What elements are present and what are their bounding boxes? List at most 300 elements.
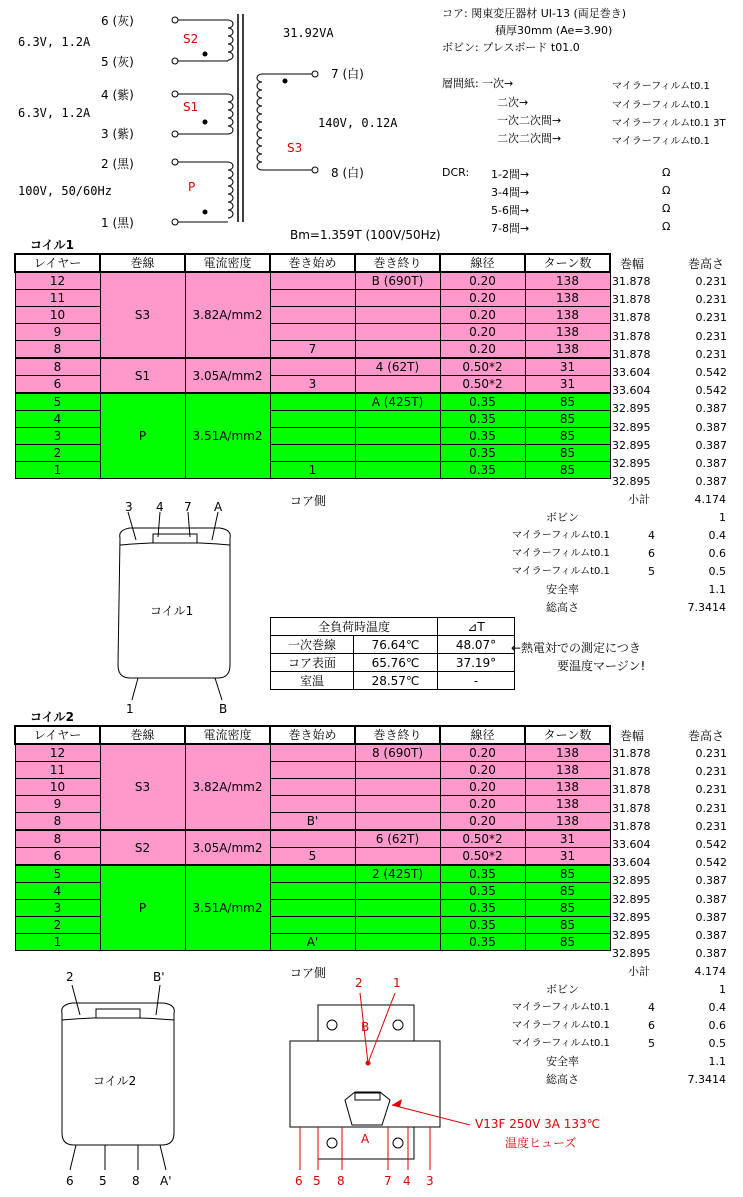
coil1-pin-label: A bbox=[214, 500, 223, 514]
coil2-pin-label: 2 bbox=[66, 970, 74, 984]
temp-note: 要温度マージン! bbox=[557, 659, 646, 673]
height-value: 0.231 bbox=[695, 329, 727, 343]
layer-cell: 4 bbox=[15, 883, 100, 900]
header-cell: 線径 bbox=[440, 254, 525, 272]
end-cell: 8 (690T) bbox=[355, 744, 440, 762]
coil1-pin-label: 4 bbox=[156, 500, 164, 514]
flux-density: Bm=1.359T (100V/50Hz) bbox=[290, 228, 441, 242]
start-cell: A' bbox=[270, 934, 355, 951]
coil2-pin-label: B' bbox=[153, 970, 165, 984]
turns-cell: 85 bbox=[525, 393, 610, 411]
header-cell: 巻き終り bbox=[355, 254, 440, 272]
winding-cell: S3 bbox=[100, 744, 185, 830]
layer-cell: 6 bbox=[15, 848, 100, 866]
header-cell: 巻き終り bbox=[355, 726, 440, 744]
layer-cell: 5 bbox=[15, 865, 100, 883]
coil2-pin-label: 8 bbox=[132, 1174, 140, 1188]
summary-row bbox=[510, 981, 730, 999]
summary-row bbox=[510, 599, 730, 617]
height-value: 0.231 bbox=[695, 311, 727, 325]
delta-value: 48.07° bbox=[438, 636, 515, 654]
layer-cell: 3 bbox=[15, 428, 100, 445]
width-value: 32.895 bbox=[612, 929, 651, 942]
wire-cell: 0.20 bbox=[440, 324, 525, 341]
layer-cell: 1 bbox=[15, 462, 100, 479]
width-value: 33.604 bbox=[612, 838, 651, 851]
end-cell bbox=[355, 917, 440, 934]
summary-row bbox=[510, 1017, 730, 1035]
end-cell bbox=[355, 813, 440, 831]
interlayer-label: 層間紙: bbox=[442, 77, 479, 90]
table-row bbox=[15, 393, 610, 411]
width-value: 31.878 bbox=[612, 783, 651, 797]
turns-cell: 85 bbox=[525, 883, 610, 900]
height-value: 0.542 bbox=[695, 856, 727, 870]
width-value: 33.604 bbox=[612, 384, 651, 398]
pin-1-label: 1 (黒) bbox=[101, 216, 134, 230]
width-value: 31.878 bbox=[612, 801, 651, 815]
summary-count: 6 bbox=[648, 1019, 655, 1032]
summary-value: 0.5 bbox=[708, 565, 726, 578]
start-cell bbox=[270, 272, 355, 290]
wire-cell: 0.35 bbox=[440, 934, 525, 951]
winding-cell: P bbox=[100, 865, 185, 951]
coil1-title: コイル1 bbox=[30, 238, 74, 252]
winding-s1-label: S1 bbox=[183, 100, 199, 114]
start-cell bbox=[270, 744, 355, 762]
fuse-spec: V13F 250V 3A 133℃ bbox=[475, 1117, 601, 1131]
width-value: 32.895 bbox=[612, 457, 651, 470]
end-cell: 6 (62T) bbox=[355, 830, 440, 848]
table-header-row bbox=[15, 254, 610, 272]
density-cell: 3.82A/mm2 bbox=[185, 744, 270, 830]
turns-cell: 138 bbox=[525, 744, 610, 762]
wire-cell: 0.50*2 bbox=[440, 848, 525, 866]
end-cell bbox=[355, 934, 440, 951]
wire-cell: 0.35 bbox=[440, 865, 525, 883]
header-cell: 巻線 bbox=[100, 726, 185, 744]
layer-cell: 8 bbox=[15, 341, 100, 359]
winding-s3-label: S3 bbox=[287, 141, 303, 155]
dcr-label: DCR: bbox=[442, 166, 470, 179]
end-cell bbox=[355, 428, 440, 445]
wire-cell: 0.50*2 bbox=[440, 358, 525, 376]
summary-row bbox=[510, 509, 730, 527]
summary-row bbox=[510, 999, 730, 1017]
width-value: 31.878 bbox=[612, 819, 651, 833]
end-cell bbox=[355, 848, 440, 866]
summary-label: 総高さ bbox=[546, 601, 579, 614]
height-value: 0.387 bbox=[695, 892, 727, 906]
layer-cell: 8 bbox=[15, 813, 100, 831]
summary-label: 安全率 bbox=[546, 1055, 579, 1068]
delta-header: ⊿T bbox=[438, 618, 515, 636]
p-rating: 100V, 50/60Hz bbox=[18, 184, 112, 198]
summary-row bbox=[510, 963, 730, 981]
height-value: 0.387 bbox=[695, 420, 727, 434]
start-cell bbox=[270, 290, 355, 307]
start-cell: 7 bbox=[270, 341, 355, 359]
width-value: 31.878 bbox=[612, 329, 651, 343]
layer-cell: 8 bbox=[15, 830, 100, 848]
pin-2-label: 2 (黒) bbox=[101, 157, 134, 171]
start-cell bbox=[270, 324, 355, 341]
summary-row bbox=[510, 581, 730, 599]
interlayer-key: 一次→ bbox=[482, 77, 514, 90]
width-value: 33.604 bbox=[612, 366, 651, 379]
end-cell bbox=[355, 762, 440, 779]
s2-rating: 6.3V, 1.2A bbox=[18, 35, 91, 49]
turns-cell: 138 bbox=[525, 762, 610, 779]
end-cell bbox=[355, 445, 440, 462]
end-cell bbox=[355, 462, 440, 479]
summary-row bbox=[510, 1053, 730, 1071]
core-spec: コア: 関東変圧器材 UI-13 (両足巻き) bbox=[442, 7, 627, 20]
turns-cell: 138 bbox=[525, 307, 610, 324]
layer-cell: 1 bbox=[15, 934, 100, 951]
summary-row bbox=[510, 563, 730, 581]
wire-cell: 0.35 bbox=[440, 883, 525, 900]
dcr-value: Ω bbox=[662, 220, 671, 233]
coil1-drawing-label: コイル1 bbox=[150, 604, 194, 618]
wire-cell: 0.35 bbox=[440, 393, 525, 411]
density-cell: 3.51A/mm2 bbox=[185, 393, 270, 479]
turns-cell: 85 bbox=[525, 445, 610, 462]
summary-label: 小計 bbox=[628, 493, 650, 506]
coil2-pin-label: A' bbox=[160, 1174, 172, 1188]
temp-header: 全負荷時温度 bbox=[271, 618, 438, 636]
height-value: 0.231 bbox=[695, 819, 727, 833]
width-value: 31.878 bbox=[612, 765, 651, 779]
summary-block bbox=[510, 963, 730, 1089]
start-cell bbox=[270, 393, 355, 411]
temp-label: 一次巻線 bbox=[271, 636, 354, 654]
temp-value: 65.76℃ bbox=[354, 654, 438, 672]
width-value: 31.878 bbox=[612, 275, 651, 288]
start-cell: 1 bbox=[270, 462, 355, 479]
va-rating: 31.92VA bbox=[283, 26, 334, 40]
s3-rating: 140V, 0.12A bbox=[318, 116, 398, 130]
turns-cell: 85 bbox=[525, 900, 610, 917]
layer-cell: 4 bbox=[15, 411, 100, 428]
end-cell bbox=[355, 883, 440, 900]
turns-cell: 138 bbox=[525, 290, 610, 307]
wire-cell: 0.20 bbox=[440, 290, 525, 307]
summary-value: 0.6 bbox=[708, 1019, 726, 1032]
assembly-label-b: B bbox=[361, 1020, 370, 1034]
s1-rating: 6.3V, 1.2A bbox=[18, 106, 91, 120]
summary-row bbox=[510, 491, 730, 509]
assembly-pin-label: 1 bbox=[393, 976, 401, 990]
summary-count: 5 bbox=[648, 565, 655, 578]
pin-7-label: 7 (白) bbox=[331, 67, 364, 81]
summary-row bbox=[510, 545, 730, 563]
table-row bbox=[271, 672, 515, 690]
start-cell bbox=[270, 428, 355, 445]
summary-label: マイラーフィルムt0.1 bbox=[512, 530, 610, 541]
coil2-drawing-label: コイル2 bbox=[93, 1074, 137, 1088]
height-value: 0.231 bbox=[695, 293, 727, 307]
summary-value: 0.6 bbox=[708, 547, 726, 560]
end-cell bbox=[355, 307, 440, 324]
interlayer-key: 二次二次間→ bbox=[497, 132, 562, 145]
summary-label: 小計 bbox=[628, 965, 650, 978]
turns-cell: 31 bbox=[525, 830, 610, 848]
width-value: 32.895 bbox=[612, 910, 651, 924]
temp-value: 76.64℃ bbox=[354, 636, 438, 654]
layer-cell: 9 bbox=[15, 796, 100, 813]
wire-cell: 0.35 bbox=[440, 411, 525, 428]
height-value: 0.542 bbox=[695, 366, 727, 379]
summary-label: マイラーフィルムt0.1 bbox=[512, 566, 610, 577]
height-value: 0.231 bbox=[695, 783, 727, 797]
assembly-pin-label: 5 bbox=[313, 1174, 321, 1188]
winding-cell: S2 bbox=[100, 830, 185, 865]
density-cell: 3.05A/mm2 bbox=[185, 830, 270, 865]
layer-cell: 12 bbox=[15, 744, 100, 762]
end-cell: 4 (62T) bbox=[355, 358, 440, 376]
assembly-pin-label: 7 bbox=[384, 1174, 392, 1188]
header-cell: 巻き始め bbox=[270, 254, 355, 272]
end-cell bbox=[355, 376, 440, 394]
dcr-key: 1-2間→ bbox=[491, 168, 530, 181]
turns-cell: 138 bbox=[525, 779, 610, 796]
summary-label: マイラーフィルムt0.1 bbox=[512, 1020, 610, 1031]
start-cell bbox=[270, 762, 355, 779]
end-cell bbox=[355, 411, 440, 428]
turns-cell: 85 bbox=[525, 934, 610, 951]
start-cell bbox=[270, 307, 355, 324]
layer-cell: 11 bbox=[15, 762, 100, 779]
table-row bbox=[15, 865, 610, 883]
stack-spec: 積厚30mm (Ae=3.90) bbox=[495, 24, 613, 37]
layer-cell: 6 bbox=[15, 376, 100, 394]
turns-cell: 138 bbox=[525, 324, 610, 341]
fuse-label: 温度ヒューズ bbox=[505, 1136, 577, 1150]
width-value: 31.878 bbox=[612, 311, 651, 325]
height-value: 0.542 bbox=[695, 384, 727, 398]
height-value: 0.542 bbox=[695, 838, 727, 851]
end-cell: B (690T) bbox=[355, 272, 440, 290]
width-value: 33.604 bbox=[612, 856, 651, 870]
end-cell bbox=[355, 900, 440, 917]
assembly-drawing bbox=[280, 975, 470, 1175]
width-value: 32.895 bbox=[612, 420, 651, 434]
end-cell bbox=[355, 796, 440, 813]
height-value: 0.231 bbox=[695, 347, 727, 361]
summary-label: ボビン bbox=[546, 983, 579, 996]
summary-value: 1 bbox=[719, 983, 726, 996]
wire-cell: 0.35 bbox=[440, 917, 525, 934]
start-cell bbox=[270, 830, 355, 848]
winding-s2-label: S2 bbox=[183, 32, 199, 46]
interlayer-value: マイラーフィルムt0.1 bbox=[612, 136, 710, 147]
summary-value: 0.4 bbox=[708, 1001, 726, 1014]
temp-label: コア表面 bbox=[271, 654, 354, 672]
layer-cell: 3 bbox=[15, 900, 100, 917]
wire-cell: 0.20 bbox=[440, 779, 525, 796]
table-row bbox=[15, 358, 610, 376]
table-row bbox=[271, 636, 515, 654]
delta-value: - bbox=[438, 672, 515, 690]
layer-cell: 12 bbox=[15, 272, 100, 290]
start-cell bbox=[270, 796, 355, 813]
turns-cell: 31 bbox=[525, 376, 610, 394]
turns-cell: 85 bbox=[525, 462, 610, 479]
width-value: 32.895 bbox=[612, 475, 651, 489]
turns-cell: 31 bbox=[525, 358, 610, 376]
summary-label: 安全率 bbox=[546, 583, 579, 596]
height-value: 0.387 bbox=[695, 457, 727, 470]
summary-count: 5 bbox=[648, 1037, 655, 1050]
start-cell: 3 bbox=[270, 376, 355, 394]
coil1-pin-label: 3 bbox=[125, 500, 133, 514]
height-value: 0.387 bbox=[695, 874, 727, 888]
summary-row bbox=[510, 1071, 730, 1089]
header-cell: レイヤー bbox=[15, 726, 100, 744]
summary-value: 7.3414 bbox=[687, 1073, 726, 1086]
pin-4-label: 4 (紫) bbox=[101, 88, 134, 102]
height-header: 巻高さ bbox=[688, 257, 725, 271]
height-value: 0.231 bbox=[695, 275, 727, 288]
assembly-pin-label: 2 bbox=[355, 976, 363, 990]
turns-cell: 138 bbox=[525, 341, 610, 359]
width-value: 32.895 bbox=[612, 892, 651, 906]
width-value: 32.895 bbox=[612, 947, 651, 961]
winding-cell: P bbox=[100, 393, 185, 479]
pin-6-label: 6 (灰) bbox=[101, 14, 134, 28]
header-cell: 線径 bbox=[440, 726, 525, 744]
layer-cell: 8 bbox=[15, 358, 100, 376]
end-cell bbox=[355, 290, 440, 307]
summary-value: 1.1 bbox=[708, 1055, 726, 1068]
pin-5-label: 5 (灰) bbox=[101, 55, 134, 69]
dcr-value: Ω bbox=[662, 166, 671, 179]
summary-count: 4 bbox=[648, 1001, 655, 1014]
turns-cell: 85 bbox=[525, 411, 610, 428]
assembly-label-a: A bbox=[361, 1132, 370, 1146]
summary-row bbox=[510, 1035, 730, 1053]
density-cell: 3.51A/mm2 bbox=[185, 865, 270, 951]
summary-count: 6 bbox=[648, 547, 655, 560]
width-header: 巻幅 bbox=[620, 257, 645, 271]
density-cell: 3.05A/mm2 bbox=[185, 358, 270, 393]
coil1-core-side: コア側 bbox=[290, 494, 327, 508]
height-header: 巻高さ bbox=[688, 729, 725, 743]
temp-note: ←熱電対での測定につき bbox=[511, 641, 641, 655]
table-row bbox=[271, 654, 515, 672]
coil2-table bbox=[14, 725, 611, 951]
width-value: 32.895 bbox=[612, 402, 651, 416]
end-cell: A (425T) bbox=[355, 393, 440, 411]
start-cell: B' bbox=[270, 813, 355, 831]
pin-8-label: 8 (白) bbox=[331, 166, 364, 180]
wire-cell: 0.20 bbox=[440, 744, 525, 762]
wire-cell: 0.20 bbox=[440, 341, 525, 359]
width-value: 32.895 bbox=[612, 438, 651, 452]
dcr-key: 3-4間→ bbox=[491, 186, 530, 199]
summary-value: 1.1 bbox=[708, 583, 726, 596]
height-value: 0.387 bbox=[695, 929, 727, 942]
width-value: 31.878 bbox=[612, 347, 651, 361]
layer-cell: 10 bbox=[15, 307, 100, 324]
header-cell: ターン数 bbox=[525, 726, 610, 744]
header-cell: 巻線 bbox=[100, 254, 185, 272]
height-value: 0.231 bbox=[695, 747, 727, 760]
wire-cell: 0.35 bbox=[440, 900, 525, 917]
wire-cell: 0.20 bbox=[440, 762, 525, 779]
assembly-pin-label: 3 bbox=[426, 1174, 434, 1188]
width-value: 31.878 bbox=[612, 747, 651, 760]
height-value: 0.231 bbox=[695, 801, 727, 815]
end-cell: 2 (425T) bbox=[355, 865, 440, 883]
coil1-pin-label: B bbox=[219, 702, 228, 716]
temp-label: 室温 bbox=[271, 672, 354, 690]
header-cell: 巻き始め bbox=[270, 726, 355, 744]
coil1-pin-label: 1 bbox=[126, 702, 134, 716]
turns-cell: 85 bbox=[525, 428, 610, 445]
winding-cell: S1 bbox=[100, 358, 185, 393]
coil2-pin-label: 5 bbox=[99, 1174, 107, 1188]
coil2-core-side: コア側 bbox=[290, 966, 327, 980]
interlayer-value: マイラーフィルムt0.1 3T bbox=[612, 118, 726, 129]
turns-cell: 85 bbox=[525, 865, 610, 883]
height-value: 0.387 bbox=[695, 438, 727, 452]
start-cell bbox=[270, 883, 355, 900]
dcr-value: Ω bbox=[662, 184, 671, 197]
height-value: 0.231 bbox=[695, 765, 727, 779]
start-cell: 5 bbox=[270, 848, 355, 866]
temp-value: 28.57℃ bbox=[354, 672, 438, 690]
delta-value: 37.19° bbox=[438, 654, 515, 672]
temperature-table bbox=[270, 617, 515, 690]
wire-cell: 0.20 bbox=[440, 272, 525, 290]
end-cell bbox=[355, 324, 440, 341]
table-header-row bbox=[15, 726, 610, 744]
turns-cell: 138 bbox=[525, 796, 610, 813]
winding-cell: S3 bbox=[100, 272, 185, 358]
header-cell: 電流密度 bbox=[185, 254, 270, 272]
dcr-value: Ω bbox=[662, 202, 671, 215]
layer-cell: 11 bbox=[15, 290, 100, 307]
layer-cell: 10 bbox=[15, 779, 100, 796]
turns-cell: 138 bbox=[525, 813, 610, 831]
start-cell bbox=[270, 779, 355, 796]
summary-block bbox=[510, 491, 730, 617]
wire-cell: 0.35 bbox=[440, 462, 525, 479]
wire-cell: 0.20 bbox=[440, 307, 525, 324]
turns-cell: 31 bbox=[525, 848, 610, 866]
interlayer-value: マイラーフィルムt0.1 bbox=[612, 81, 710, 92]
coil2-pin-label: 6 bbox=[66, 1174, 74, 1188]
width-value: 32.895 bbox=[612, 874, 651, 888]
header-cell: レイヤー bbox=[15, 254, 100, 272]
header-cell: 電流密度 bbox=[185, 726, 270, 744]
end-cell bbox=[355, 779, 440, 796]
height-value: 0.387 bbox=[695, 475, 727, 489]
height-value: 0.387 bbox=[695, 402, 727, 416]
summary-label: マイラーフィルムt0.1 bbox=[512, 548, 610, 559]
coil1-table bbox=[14, 253, 611, 479]
summary-row bbox=[510, 527, 730, 545]
dcr-key: 7-8間→ bbox=[491, 222, 530, 235]
layer-cell: 9 bbox=[15, 324, 100, 341]
interlayer-key: 一次二次間→ bbox=[497, 114, 562, 127]
summary-value: 4.174 bbox=[694, 493, 726, 506]
pin-3-label: 3 (紫) bbox=[101, 127, 134, 141]
table-row bbox=[15, 830, 610, 848]
wire-cell: 0.35 bbox=[440, 445, 525, 462]
